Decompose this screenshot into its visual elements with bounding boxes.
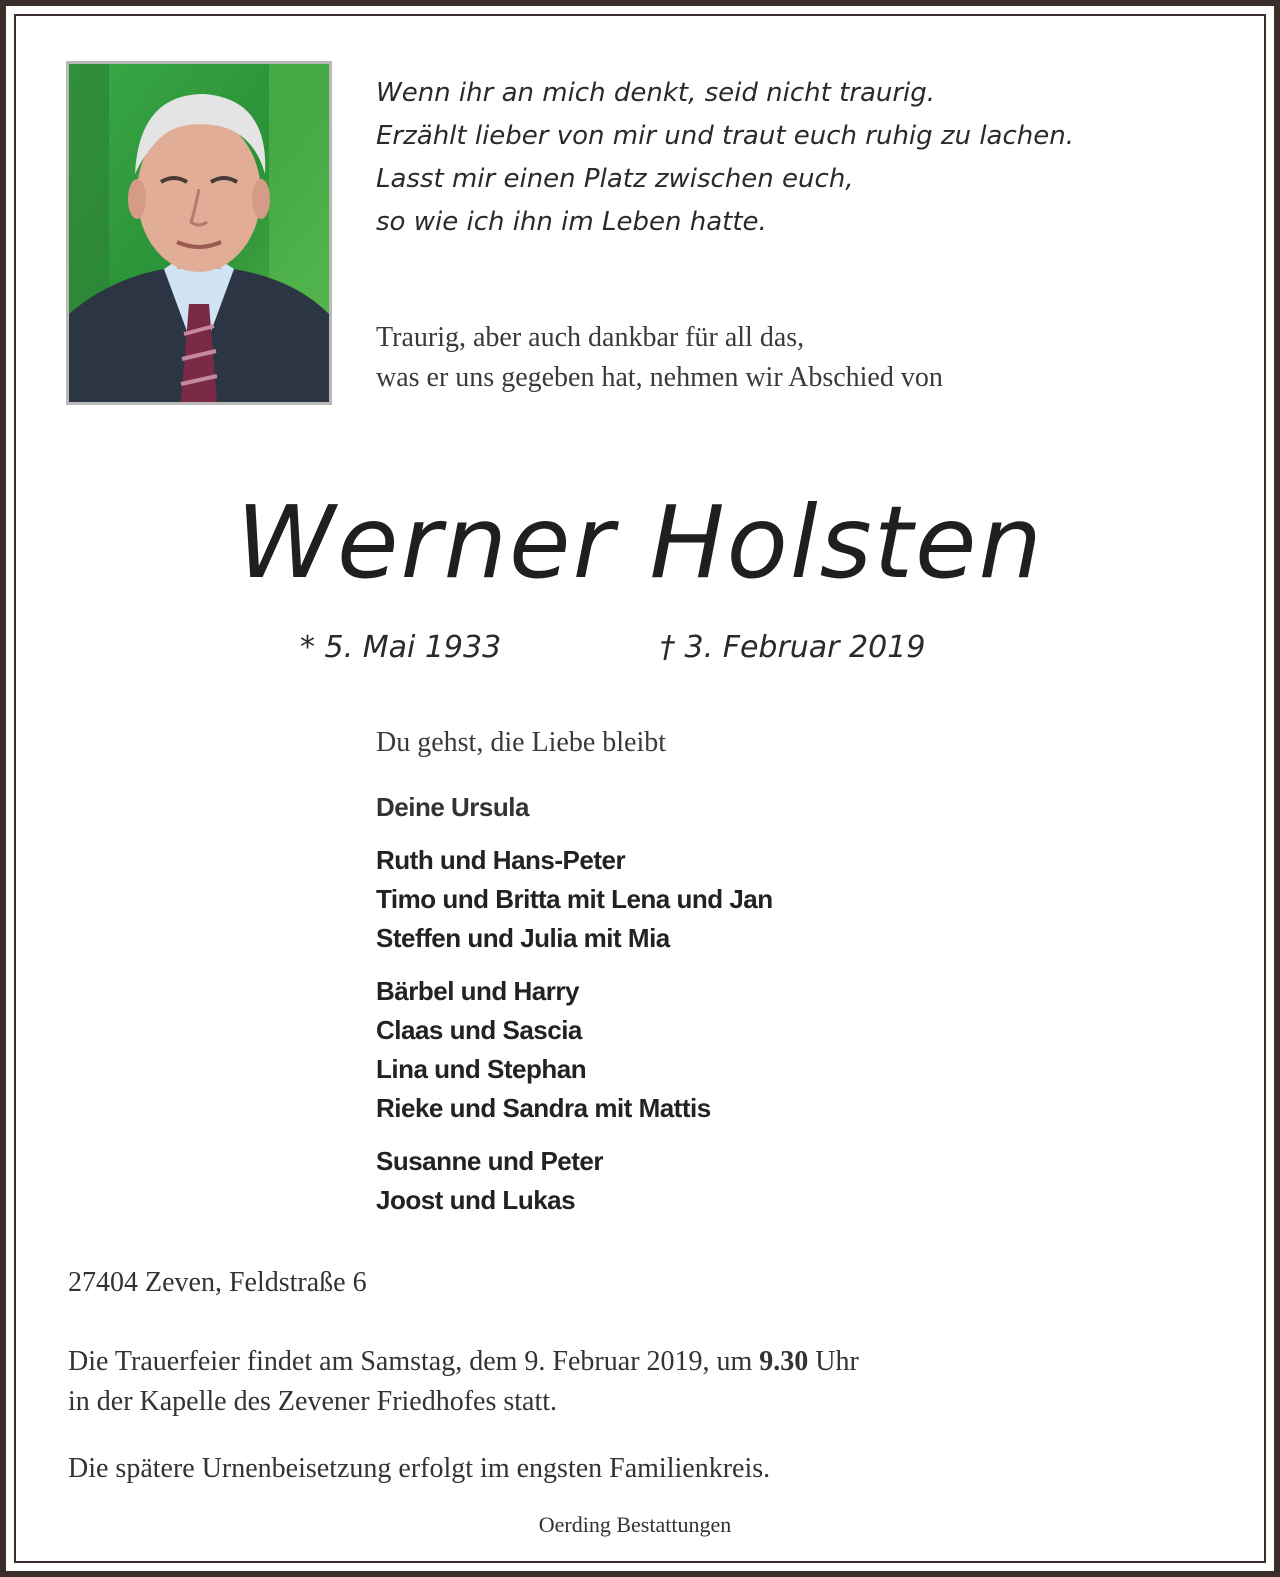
family-group bbox=[376, 972, 773, 1128]
intro-line: Traurig, aber auch dankbar für all das, bbox=[376, 322, 805, 353]
family-member: Joost und Lukas bbox=[376, 1185, 576, 1215]
birth-date: * 5. Mai 1933 bbox=[300, 630, 502, 665]
service-text-after: Uhr bbox=[808, 1346, 859, 1377]
service-line-1 bbox=[68, 1342, 859, 1382]
family-member: Rieke und Sandra mit Mattis bbox=[376, 1093, 711, 1123]
motto: Du gehst, die Liebe bleibt bbox=[376, 727, 667, 758]
family-group bbox=[376, 788, 773, 827]
family-member: Claas und Sascia bbox=[376, 1015, 582, 1045]
death-date: † 3. Februar 2019 bbox=[660, 630, 926, 665]
family-group bbox=[376, 1142, 773, 1220]
family-member: Deine Ursula bbox=[376, 792, 529, 822]
poem bbox=[376, 72, 1074, 244]
family-list bbox=[376, 788, 773, 1234]
service-info bbox=[68, 1342, 859, 1422]
portrait-photo bbox=[66, 61, 332, 405]
intro-line: was er uns gegeben hat, nehmen wir Abschied von bbox=[376, 362, 943, 393]
deceased-name: Werner Holsten bbox=[236, 484, 1044, 601]
service-time: 9.30 bbox=[759, 1346, 809, 1377]
family-member: Steffen und Julia mit Mia bbox=[376, 923, 670, 953]
funeral-home: Oerding Bestattungen bbox=[538, 1512, 732, 1537]
burial-info: Die spätere Urnenbeisetzung erfolgt im engsten Familienkreis. bbox=[68, 1453, 771, 1484]
poem-line: Lasst mir einen Platz zwischen euch, bbox=[376, 164, 854, 194]
service-text-before: Die Trauerfeier findet am Samstag, dem 9. Februar 2019, um bbox=[68, 1346, 760, 1377]
poem-line: Wenn ihr an mich denkt, seid nicht traurig. bbox=[376, 78, 936, 108]
family-member: Timo und Britta mit Lena und Jan bbox=[376, 884, 773, 914]
intro-text bbox=[376, 318, 943, 398]
family-group bbox=[376, 841, 773, 958]
service-line-2: in der Kapelle des Zevener Friedhofes statt. bbox=[68, 1386, 558, 1417]
family-member: Lina und Stephan bbox=[376, 1054, 587, 1084]
poem-line: Erzählt lieber von mir und traut euch ruhig zu lachen. bbox=[376, 121, 1074, 151]
poem-line: so wie ich ihn im Leben hatte. bbox=[376, 207, 767, 237]
family-member: Susanne und Peter bbox=[376, 1146, 603, 1176]
family-member: Ruth und Hans-Peter bbox=[376, 845, 626, 875]
family-member: Bärbel und Harry bbox=[376, 976, 579, 1006]
address: 27404 Zeven, Feldstraße 6 bbox=[68, 1267, 367, 1298]
